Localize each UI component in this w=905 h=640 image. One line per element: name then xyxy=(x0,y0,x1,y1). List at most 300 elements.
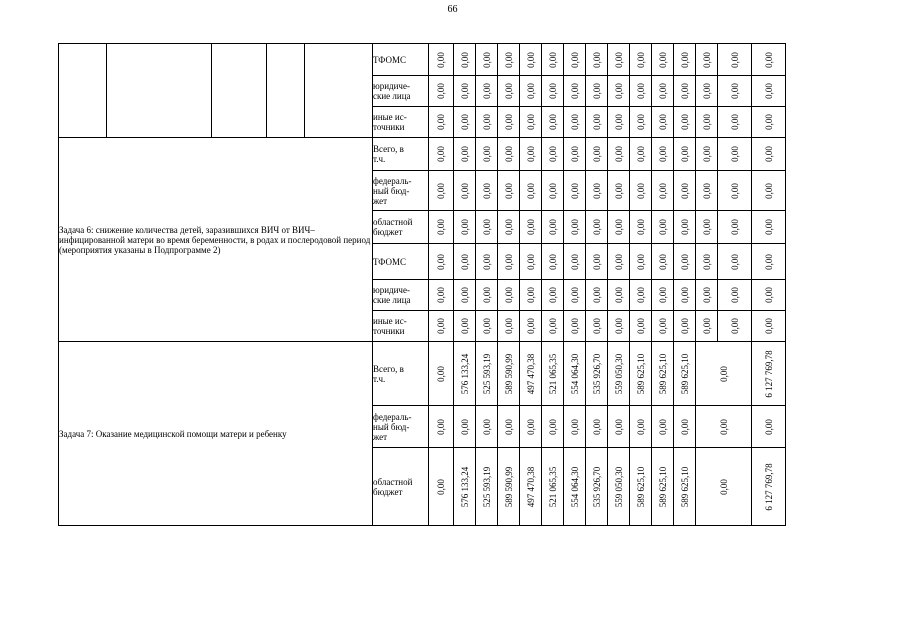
value-text: 0,00 xyxy=(481,146,492,162)
value-text: 0,00 xyxy=(525,114,536,130)
funding-source-label: федераль- ный бюд- жет xyxy=(373,406,429,448)
value-cell xyxy=(652,171,674,211)
value-cell xyxy=(752,107,786,138)
value-text: 589 590,99 xyxy=(503,466,514,507)
value-cell xyxy=(564,171,586,211)
value-cell xyxy=(752,311,786,342)
value-text: 0,00 xyxy=(613,114,624,130)
value-cell xyxy=(429,311,454,342)
value-cell xyxy=(429,406,454,448)
value-cell xyxy=(542,280,564,311)
value-text: 0,00 xyxy=(718,478,729,495)
value-cell xyxy=(630,311,652,342)
value-cell xyxy=(498,406,520,448)
value-cell xyxy=(564,44,586,76)
value-text: 589 625,10 xyxy=(679,466,690,507)
value-text: 0,00 xyxy=(569,418,580,435)
value-cell xyxy=(476,107,498,138)
value-text: 525 593,19 xyxy=(481,353,492,394)
value-text: 0,00 xyxy=(459,83,470,99)
value-cell xyxy=(498,448,520,526)
value-cell xyxy=(498,138,520,171)
value-text: 0,00 xyxy=(657,318,668,334)
value-text: 0,00 xyxy=(729,219,740,235)
value-text: 0,00 xyxy=(503,287,514,303)
value-text: 589 625,10 xyxy=(657,466,668,507)
value-text: 554 064,30 xyxy=(569,353,580,394)
value-cell xyxy=(476,138,498,171)
value-cell xyxy=(520,107,542,138)
value-text: 0,00 xyxy=(436,146,446,162)
value-text: 0,00 xyxy=(525,146,536,162)
value-cell xyxy=(498,211,520,244)
value-cell xyxy=(674,171,696,211)
value-text: 0,00 xyxy=(591,146,602,162)
value-cell xyxy=(608,342,630,406)
value-cell xyxy=(520,76,542,107)
value-text: 0,00 xyxy=(657,51,668,68)
value-text: 576 133,24 xyxy=(459,353,470,394)
task-description: Задача 6: снижение количества детей, заразившихся ВИЧ от ВИЧ–инфицированной матери во время беременности, в родах и послеродовой период (мероприятия указаны в Подпрограмме 2) xyxy=(59,138,373,342)
value-cell xyxy=(429,171,454,211)
value-text: 0,00 xyxy=(763,287,774,303)
value-cell xyxy=(652,244,674,280)
value-text: 0,00 xyxy=(481,318,492,334)
value-cell xyxy=(564,244,586,280)
value-text: 0,00 xyxy=(525,182,536,199)
value-cell xyxy=(429,280,454,311)
value-text: 0,00 xyxy=(763,114,774,130)
value-cell xyxy=(630,44,652,76)
value-cell xyxy=(476,44,498,76)
value-cell xyxy=(542,311,564,342)
value-cell xyxy=(454,107,476,138)
value-text: 0,00 xyxy=(481,182,492,199)
value-text: 0,00 xyxy=(763,146,774,162)
value-cell xyxy=(498,244,520,280)
value-text: 0,00 xyxy=(503,219,514,235)
value-cell xyxy=(429,138,454,171)
value-text: 0,00 xyxy=(718,418,729,435)
value-text: 0,00 xyxy=(657,182,668,199)
value-text: 0,00 xyxy=(547,418,558,435)
value-cell xyxy=(652,311,674,342)
value-cell xyxy=(542,406,564,448)
value-cell xyxy=(454,171,476,211)
value-text: 0,00 xyxy=(679,146,690,162)
value-cell xyxy=(608,44,630,76)
value-cell xyxy=(586,171,608,211)
page-number: 66 xyxy=(447,4,458,15)
value-cell xyxy=(718,76,752,107)
value-cell xyxy=(564,311,586,342)
budget-table xyxy=(58,43,786,526)
value-text: 0,00 xyxy=(525,287,536,303)
value-cell xyxy=(429,448,454,526)
value-cell xyxy=(696,406,752,448)
funding-source-label: иные ис- точники xyxy=(373,107,429,138)
value-text: 0,00 xyxy=(547,219,558,235)
value-text: 0,00 xyxy=(525,83,536,99)
value-text: 0,00 xyxy=(729,182,740,199)
value-text: 0,00 xyxy=(525,253,536,270)
value-text: 0,00 xyxy=(436,287,446,303)
value-cell xyxy=(696,211,718,244)
value-cell xyxy=(564,280,586,311)
value-text: 0,00 xyxy=(679,182,690,199)
value-text: 0,00 xyxy=(701,182,712,199)
value-cell xyxy=(608,211,630,244)
value-text: 0,00 xyxy=(569,114,580,130)
value-cell xyxy=(520,211,542,244)
value-text: 0,00 xyxy=(613,253,624,270)
value-text: 525 593,19 xyxy=(481,466,492,507)
value-text: 0,00 xyxy=(547,51,558,68)
value-text: 0,00 xyxy=(679,287,690,303)
value-text: 0,00 xyxy=(763,318,774,334)
value-cell xyxy=(476,211,498,244)
value-text: 0,00 xyxy=(635,51,646,68)
value-cell xyxy=(608,406,630,448)
value-text: 0,00 xyxy=(591,182,602,199)
value-cell xyxy=(476,448,498,526)
value-cell xyxy=(520,342,542,406)
value-text: 0,00 xyxy=(436,253,446,270)
value-cell xyxy=(652,211,674,244)
value-cell xyxy=(498,342,520,406)
value-text: 0,00 xyxy=(635,114,646,130)
blank-cell xyxy=(212,44,267,138)
value-text: 0,00 xyxy=(569,318,580,334)
value-text: 0,00 xyxy=(763,51,774,68)
value-text: 0,00 xyxy=(459,253,470,270)
value-text: 0,00 xyxy=(547,83,558,99)
value-text: 0,00 xyxy=(679,219,690,235)
value-text: 589 625,10 xyxy=(679,353,690,394)
value-text: 0,00 xyxy=(635,318,646,334)
value-text: 0,00 xyxy=(613,51,624,68)
value-cell xyxy=(564,406,586,448)
value-cell xyxy=(630,138,652,171)
value-cell xyxy=(454,280,476,311)
value-cell xyxy=(608,76,630,107)
value-cell xyxy=(752,244,786,280)
value-text: 497 470,38 xyxy=(525,466,536,507)
value-cell xyxy=(542,138,564,171)
value-text: 0,00 xyxy=(547,146,558,162)
value-text: 0,00 xyxy=(503,83,514,99)
value-text: 0,00 xyxy=(503,114,514,130)
value-cell xyxy=(630,211,652,244)
value-cell xyxy=(630,107,652,138)
value-cell xyxy=(630,448,652,526)
value-text: 535 926,70 xyxy=(591,466,602,507)
value-text: 0,00 xyxy=(481,114,492,130)
value-text: 535 926,70 xyxy=(591,353,602,394)
value-cell xyxy=(520,138,542,171)
value-text: 0,00 xyxy=(635,418,646,435)
value-cell xyxy=(564,107,586,138)
value-text: 0,00 xyxy=(591,318,602,334)
value-text: 0,00 xyxy=(591,253,602,270)
value-text: 0,00 xyxy=(591,114,602,130)
value-cell xyxy=(630,171,652,211)
value-cell xyxy=(652,44,674,76)
value-cell xyxy=(429,44,454,76)
value-cell xyxy=(586,448,608,526)
value-cell xyxy=(520,171,542,211)
value-text: 0,00 xyxy=(701,287,712,303)
value-cell xyxy=(752,211,786,244)
value-text: 0,00 xyxy=(679,418,690,435)
value-text: 0,00 xyxy=(591,51,602,68)
task-description: Задача 7: Оказание медицинской помощи матери и ребенку xyxy=(59,342,373,526)
value-cell xyxy=(674,311,696,342)
value-cell xyxy=(542,244,564,280)
value-text: 0,00 xyxy=(729,83,740,99)
value-cell xyxy=(608,138,630,171)
value-text: 0,00 xyxy=(547,318,558,334)
value-cell xyxy=(520,280,542,311)
funding-source-label: юридиче- ские лица xyxy=(373,280,429,311)
value-text: 0,00 xyxy=(701,219,712,235)
value-text: 0,00 xyxy=(503,51,514,68)
blank-cell xyxy=(305,44,373,138)
value-cell xyxy=(564,448,586,526)
value-cell xyxy=(630,76,652,107)
value-cell xyxy=(454,44,476,76)
value-text: 0,00 xyxy=(436,478,446,495)
value-text: 0,00 xyxy=(481,83,492,99)
value-text: 0,00 xyxy=(591,219,602,235)
value-cell xyxy=(542,44,564,76)
value-cell xyxy=(718,138,752,171)
value-cell xyxy=(586,44,608,76)
value-cell xyxy=(429,244,454,280)
value-text: 0,00 xyxy=(679,253,690,270)
value-cell xyxy=(498,44,520,76)
value-cell xyxy=(752,406,786,448)
value-cell xyxy=(718,244,752,280)
value-cell xyxy=(608,107,630,138)
value-cell xyxy=(608,311,630,342)
value-text: 0,00 xyxy=(591,287,602,303)
value-text: 0,00 xyxy=(436,182,446,199)
value-text: 0,00 xyxy=(657,219,668,235)
value-text: 576 133,24 xyxy=(459,466,470,507)
value-cell xyxy=(498,107,520,138)
value-cell xyxy=(476,280,498,311)
value-cell xyxy=(696,171,718,211)
value-text: 6 127 769,78 xyxy=(763,462,774,511)
value-text: 521 065,35 xyxy=(547,353,558,394)
value-cell xyxy=(696,244,718,280)
value-text: 0,00 xyxy=(701,83,712,99)
value-text: 0,00 xyxy=(436,365,446,382)
value-text: 0,00 xyxy=(657,83,668,99)
value-text: 0,00 xyxy=(729,253,740,270)
value-cell xyxy=(498,171,520,211)
value-text: 0,00 xyxy=(635,182,646,199)
value-cell xyxy=(652,107,674,138)
value-cell xyxy=(586,311,608,342)
value-cell xyxy=(454,342,476,406)
value-cell xyxy=(696,342,752,406)
value-cell xyxy=(454,76,476,107)
value-text: 0,00 xyxy=(436,114,446,130)
value-text: 0,00 xyxy=(481,287,492,303)
value-cell xyxy=(476,342,498,406)
value-text: 0,00 xyxy=(459,219,470,235)
value-text: 0,00 xyxy=(459,114,470,130)
value-cell xyxy=(696,44,718,76)
value-text: 521 065,35 xyxy=(547,466,558,507)
value-text: 0,00 xyxy=(613,83,624,99)
value-cell xyxy=(476,311,498,342)
value-cell xyxy=(718,44,752,76)
value-cell xyxy=(674,138,696,171)
value-text: 0,00 xyxy=(635,287,646,303)
value-text: 589 625,10 xyxy=(635,466,646,507)
value-text: 0,00 xyxy=(657,114,668,130)
value-text: 0,00 xyxy=(729,51,740,68)
value-text: 0,00 xyxy=(729,287,740,303)
value-cell xyxy=(542,76,564,107)
value-cell xyxy=(429,76,454,107)
value-text: 0,00 xyxy=(569,146,580,162)
value-cell xyxy=(674,211,696,244)
value-text: 0,00 xyxy=(503,253,514,270)
value-cell xyxy=(429,107,454,138)
value-cell xyxy=(630,244,652,280)
value-text: 0,00 xyxy=(635,219,646,235)
value-cell xyxy=(476,76,498,107)
value-text: 0,00 xyxy=(525,418,536,435)
value-text: 0,00 xyxy=(729,114,740,130)
funding-source-label: Всего, в т.ч. xyxy=(373,342,429,406)
value-cell xyxy=(520,244,542,280)
value-cell xyxy=(652,76,674,107)
value-cell xyxy=(718,280,752,311)
value-text: 0,00 xyxy=(569,182,580,199)
value-cell xyxy=(586,244,608,280)
value-cell xyxy=(608,171,630,211)
value-text: 0,00 xyxy=(657,287,668,303)
value-cell xyxy=(630,406,652,448)
funding-source-label: областной бюджет xyxy=(373,211,429,244)
value-cell xyxy=(718,107,752,138)
value-cell xyxy=(674,406,696,448)
value-text: 589 625,10 xyxy=(635,353,646,394)
value-cell xyxy=(752,342,786,406)
value-text: 0,00 xyxy=(459,287,470,303)
value-cell xyxy=(564,342,586,406)
value-cell xyxy=(520,311,542,342)
value-cell xyxy=(586,280,608,311)
value-cell xyxy=(674,44,696,76)
value-text: 0,00 xyxy=(569,219,580,235)
value-text: 0,00 xyxy=(569,83,580,99)
value-cell xyxy=(674,342,696,406)
value-cell xyxy=(454,311,476,342)
value-cell xyxy=(454,448,476,526)
value-text: 0,00 xyxy=(718,365,729,382)
blank-cell xyxy=(59,44,107,138)
funding-source-label: областной бюджет xyxy=(373,448,429,526)
value-text: 0,00 xyxy=(569,287,580,303)
value-text: 0,00 xyxy=(729,146,740,162)
value-text: 0,00 xyxy=(525,219,536,235)
value-text: 0,00 xyxy=(763,83,774,99)
value-text: 0,00 xyxy=(459,182,470,199)
value-cell xyxy=(752,76,786,107)
value-cell xyxy=(608,280,630,311)
value-text: 0,00 xyxy=(679,83,690,99)
value-cell xyxy=(752,44,786,76)
value-cell xyxy=(674,280,696,311)
value-text: 0,00 xyxy=(436,219,446,235)
value-cell xyxy=(454,138,476,171)
value-cell xyxy=(718,171,752,211)
value-cell xyxy=(586,211,608,244)
value-cell xyxy=(652,406,674,448)
value-cell xyxy=(696,311,718,342)
value-text: 0,00 xyxy=(701,114,712,130)
table-row xyxy=(59,342,786,406)
value-text: 0,00 xyxy=(569,253,580,270)
value-text: 0,00 xyxy=(459,318,470,334)
value-cell xyxy=(652,448,674,526)
value-text: 0,00 xyxy=(679,114,690,130)
value-text: 559 050,30 xyxy=(613,466,624,507)
value-cell xyxy=(476,171,498,211)
value-text: 0,00 xyxy=(635,83,646,99)
value-cell xyxy=(520,448,542,526)
value-text: 0,00 xyxy=(613,219,624,235)
value-text: 0,00 xyxy=(701,51,712,68)
value-cell xyxy=(586,406,608,448)
value-cell xyxy=(696,76,718,107)
value-cell xyxy=(608,448,630,526)
value-cell xyxy=(498,311,520,342)
value-text: 589 625,10 xyxy=(657,353,668,394)
value-cell xyxy=(652,342,674,406)
value-text: 0,00 xyxy=(436,418,446,435)
value-text: 0,00 xyxy=(701,318,712,334)
value-text: 0,00 xyxy=(547,114,558,130)
blank-cell xyxy=(107,44,212,138)
value-cell xyxy=(564,138,586,171)
value-cell xyxy=(542,342,564,406)
value-cell xyxy=(586,76,608,107)
value-text: 0,00 xyxy=(525,318,536,334)
funding-source-label: ТФОМС xyxy=(373,44,429,76)
value-text: 0,00 xyxy=(763,182,774,199)
value-text: 0,00 xyxy=(657,253,668,270)
value-cell xyxy=(696,107,718,138)
value-text: 0,00 xyxy=(547,182,558,199)
value-text: 0,00 xyxy=(503,418,514,435)
value-text: 0,00 xyxy=(613,287,624,303)
value-text: 589 590,99 xyxy=(503,353,514,394)
value-text: 6 127 769,78 xyxy=(763,349,774,398)
value-cell xyxy=(652,138,674,171)
value-cell xyxy=(564,211,586,244)
value-text: 0,00 xyxy=(547,253,558,270)
value-text: 0,00 xyxy=(481,253,492,270)
value-text: 0,00 xyxy=(481,418,492,435)
value-text: 0,00 xyxy=(436,83,446,99)
